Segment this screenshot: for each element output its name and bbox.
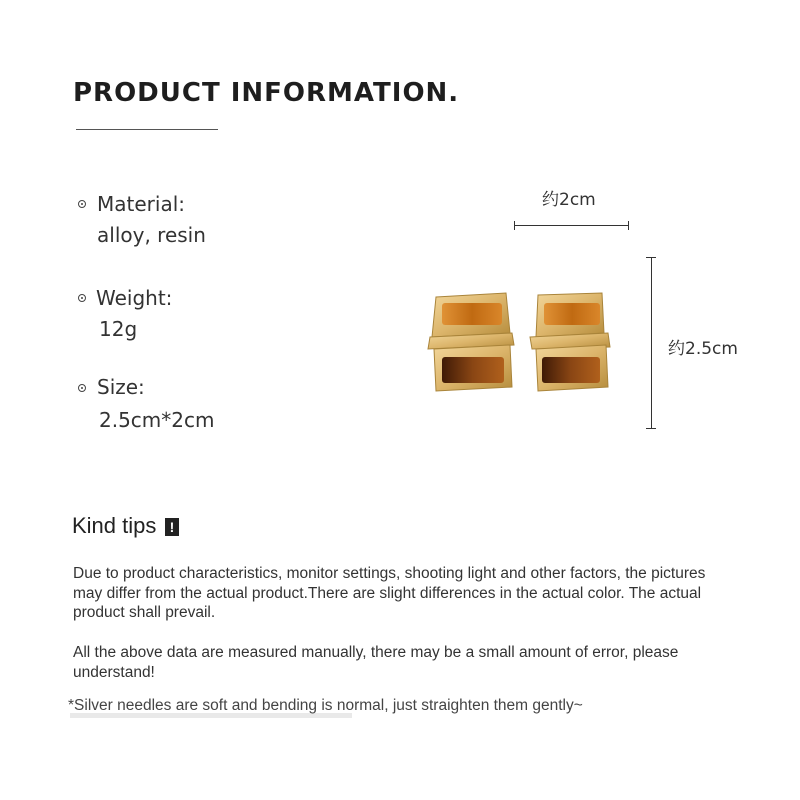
kind-tips-heading: Kind tips xyxy=(72,513,157,538)
spec-value-material: alloy, resin xyxy=(97,223,206,247)
height-dimension-label: 约2.5cm xyxy=(668,339,738,359)
earring-right xyxy=(530,293,610,391)
bullet-icon xyxy=(78,294,86,302)
bullet-icon xyxy=(78,384,86,392)
spec-value-weight: 12g xyxy=(99,317,138,341)
width-tick-right xyxy=(628,221,629,230)
spec-value-size: 2.5cm*2cm xyxy=(99,408,215,432)
page-title: PRODUCT INFORMATION. xyxy=(73,78,460,108)
width-tick-left xyxy=(514,221,515,230)
bullet-icon xyxy=(78,200,86,208)
width-dimension-label: 约2cm xyxy=(542,190,596,210)
height-tick-top xyxy=(646,257,656,258)
title-divider xyxy=(76,129,218,130)
earrings-product-image xyxy=(420,285,620,395)
spec-label-weight: Weight: xyxy=(96,286,173,310)
exclamation-icon: ! xyxy=(165,518,179,536)
silver-needle-note: *Silver needles are soft and bending is normal, just straighten them gently~ xyxy=(68,697,583,714)
tips-paragraph-measurement: All the above data are measured manually, there may be a small amount of error, please understand! xyxy=(73,644,679,681)
spec-label-size: Size: xyxy=(97,375,145,399)
tips-paragraph-disclaimer: Due to product characteristics, monitor settings, shooting light and other factors, the pictures may differ from the actual product.There are slight differences in the actual color. The actual product shall prevail. xyxy=(73,565,706,621)
earring-left xyxy=(428,293,514,391)
height-dimension-line xyxy=(651,257,652,429)
height-tick-bottom xyxy=(646,428,656,429)
spec-label-material: Material: xyxy=(97,192,185,216)
width-dimension-line xyxy=(514,225,629,226)
